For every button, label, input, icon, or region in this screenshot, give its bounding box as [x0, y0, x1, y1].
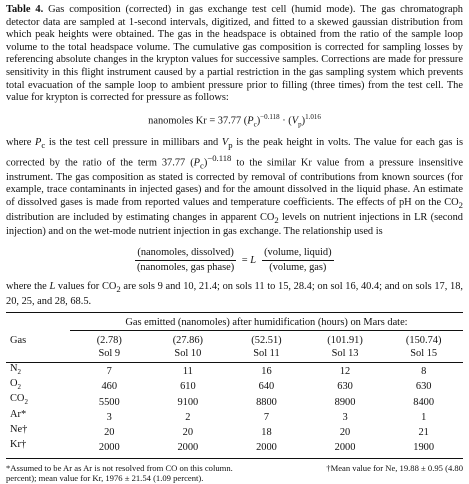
p2-t1: where — [6, 136, 36, 148]
p2-t3: is the peak height in volts. The value for each gas is corrected by the ratio of the term 37.77 ( — [6, 136, 463, 169]
formula-mid: · ( — [279, 115, 292, 127]
value-cell: 3 — [342, 411, 348, 423]
table-row — [6, 409, 463, 424]
value-cell: 630 — [415, 381, 432, 393]
gas-footnote-mark: † — [20, 439, 27, 451]
gas-name-cell — [6, 439, 70, 454]
gas-subscript: 2 — [17, 383, 22, 392]
value-cell: 12 — [339, 365, 351, 377]
value-cell: 8400 — [413, 396, 435, 408]
gas-symbol: Ne — [10, 424, 23, 436]
value-cell: 1 — [421, 411, 427, 423]
p2-pc: P — [35, 136, 42, 148]
gas-rows — [6, 362, 463, 454]
formula-p-sub: c — [253, 120, 257, 129]
gas-symbol: CO — [10, 393, 25, 405]
caption-label: Table 4. — [6, 4, 44, 15]
gas-footnote-mark: † — [22, 424, 28, 436]
value-cell: 9100 — [177, 396, 199, 408]
table-bottom-rule — [6, 458, 463, 459]
sol-cell: Sol 9 — [70, 348, 149, 363]
table-row — [6, 362, 463, 378]
gas-subscript: 2 — [17, 367, 22, 376]
p3-co2-sub: 2 — [116, 284, 121, 295]
ratio-equals — [242, 255, 256, 268]
gas-name-cell — [6, 409, 70, 424]
footnote-krypton: percent); mean value for Kr, 1976 ± 21.54 (1.09 percent). — [6, 473, 204, 484]
value-cell: 8800 — [256, 396, 277, 408]
value-cell: 8 — [421, 365, 427, 377]
p2-pc2-sub: c — [200, 160, 204, 171]
gas-column-header — [6, 313, 70, 331]
p2-pc2: P — [193, 157, 201, 169]
pressure-paragraph: where $P_c$ is the test cell pressure in millibars and $V_p$ is the peak height in volts. The value for each gas is corrected by the ratio of the term 37.77 $(P_c)^{-0.118}$ to the similar Kr value from a pressure insensitive instrument. The gas composition as stated is corrected by removal of contributions from known sources (for example, trace contaminants in injected gases) and for the amount dissolved in the liquid phase. An estimate of dissolved gases is made from reported values and temperature coefficients. The effects of pH on the $CO_2$ distribution are included by estimating changes in apparent $CO_2$ levels on nutrient injections in LR (second injection) and on the wet-mode nutrient injection in gas exchange. The relationship used is — [6, 136, 463, 238]
value-cell: 18 — [261, 427, 272, 439]
value-cell: 20 — [104, 427, 115, 439]
formula-exponent-1: −0.118 — [260, 112, 280, 121]
p2-pc-sub: c — [41, 139, 46, 150]
ratio-left-denominator: (nanomoles, gas phase) — [136, 262, 235, 274]
table-row — [6, 393, 463, 408]
value-cell: 460 — [101, 381, 118, 393]
value-cell: 640 — [258, 381, 275, 393]
gas-subscript: 2 — [24, 398, 28, 407]
value-cell: 21 — [418, 427, 429, 439]
footnote-neon: †Mean value for Ne, 19.88 ± 0.95 (4.80 — [326, 462, 463, 473]
value-cell: 1900 — [413, 442, 435, 454]
value-cell: 5500 — [98, 396, 120, 408]
value-cell: 16 — [261, 365, 272, 377]
gas-header: Gas — [10, 335, 27, 347]
sol-row-empty — [6, 348, 70, 363]
value-cell: 2000 — [256, 442, 277, 454]
krypton-formula: nanomoles Kr = 37.77 $(P_c)^{-0.118} \cdot (V_p)^{1.016}$ — [148, 112, 321, 129]
value-cell: 630 — [337, 381, 353, 393]
footnote-argon: *Assumed to be Ar as Ar is not resolved from CO on this column. — [6, 462, 233, 473]
l-values-paragraph — [6, 281, 463, 308]
value-cell: 2000 — [177, 442, 199, 454]
hours-cell: (52.51) — [251, 335, 282, 347]
gas-symbol: Ar — [10, 408, 21, 420]
formula-v-sub: p — [298, 120, 302, 129]
p2-t2: is the test cell pressure in millibars and — [45, 136, 222, 148]
sol-cell: Sol 15 — [384, 348, 463, 363]
p2-t6: levels on nutrient injections in LR (second injection) and on the wet-mode nutrient injection in gas exchange. The relationship used is — [6, 211, 463, 238]
value-cell: 2000 — [334, 442, 356, 454]
gas-symbol: N — [10, 362, 18, 374]
value-cell: 610 — [180, 381, 196, 393]
p3-t1: where the — [6, 281, 50, 293]
value-cell: 20 — [182, 427, 194, 439]
formula-v-symbol: V — [291, 115, 299, 127]
value-cell: 7 — [106, 365, 112, 377]
sol-cell: Sol 13 — [306, 348, 385, 363]
value-cell: 2000 — [98, 442, 120, 454]
gas-symbol: Kr — [10, 439, 21, 451]
sol-cell: Sol 11 — [227, 348, 306, 363]
table-row — [6, 424, 463, 439]
ratio-right-fraction — [262, 247, 334, 275]
ratio-eq-sign: = — [241, 254, 248, 266]
gas-name-cell — [6, 362, 70, 378]
p2-exp: −0.118 — [207, 152, 232, 163]
ratio-right-denominator: (volume, gas) — [269, 262, 327, 274]
sol-row — [6, 348, 463, 363]
p3-l: L — [49, 281, 56, 293]
formula-p-symbol: P — [247, 115, 254, 127]
p2-t5: distribution are included by estimating changes in apparent CO — [6, 211, 275, 223]
table-row — [6, 378, 463, 393]
ratio-l-symbol: L — [250, 254, 257, 266]
gas-name-cell — [6, 378, 70, 393]
ratio-left-numerator: (nanomoles, dissolved) — [135, 247, 235, 262]
span-header: Gas emitted (nanomoles) after humidification (hours) on Mars date: — [70, 313, 463, 331]
table-caption — [6, 4, 463, 105]
gas-table — [6, 313, 463, 454]
value-cell: 2 — [185, 411, 191, 423]
table-header-row — [6, 313, 463, 331]
hours-row — [6, 331, 463, 348]
p3-t3: are sols 9 and 10, 21.4; on sols 11 to 15, 28.4; on sol 16, 40.4; and on sols 17, 18, 20, 25, and 28, 68.5. — [6, 281, 464, 307]
dissolved-ratio-equation — [6, 247, 463, 275]
gas-name-cell — [6, 424, 70, 439]
gas-footnote-mark: * — [20, 408, 27, 420]
formula-exponent-2: 1.016 — [305, 112, 321, 121]
value-cell: 7 — [263, 411, 270, 423]
p2-co2-sub2: 2 — [274, 214, 279, 225]
hours-cell: (2.78) — [96, 335, 122, 347]
value-cell: 8900 — [334, 396, 356, 408]
gas-name-cell — [6, 393, 70, 408]
footnotes — [6, 463, 463, 474]
value-cell: 20 — [339, 427, 351, 439]
hours-cell: (150.74) — [405, 335, 442, 347]
value-cell: 11 — [182, 365, 193, 377]
p3-t2: values for CO — [55, 281, 117, 293]
ratio-left-fraction — [135, 247, 235, 275]
p2-t4: to the similar Kr value from a pressure insensitive instrument. The gas composition as stated is corrected by removal of contributions from known sources (for example, trace contaminants in injected gases) and for the amount dissolved in the liquid phase. An estimate of dissolved gases is made from reported values and temperature coefficients. The effects of pH on the CO — [6, 157, 463, 208]
gas-symbol: O — [10, 378, 18, 390]
hours-cell: (101.91) — [327, 335, 363, 347]
p2-co2-sub: 2 — [458, 199, 463, 210]
caption-text: Gas composition (corrected) in gas exchange test cell (humid mode). The gas chromatograph detector data are sampled at 1-second intervals, digitized, and fitted to a skewed gaussian distribution from which peak heights were obtained. The gas in the headspace is obtained from the ratio of the sample loop volume to the total headspace volume. The cumulative gas composition is corrected for sampling losses by referencing absolute changes in the krypton values for successive samples. Corrections are made for pressure sensitivity in this flight instrument caused by a partial restriction in the gas sampling system which prevents total evacuation of the sample loop to ambient pressure prior to filling (three times) from the test cell. The value for krypton is corrected for pressure as follows: — [6, 4, 463, 104]
formula-lhs: nanomoles Kr = 37.77 ( — [148, 115, 248, 127]
p2-vp: V — [221, 136, 229, 148]
ratio-right-numerator: (volume, liquid) — [262, 247, 334, 262]
p2-vp-sub: p — [228, 139, 233, 150]
sol-cell: Sol 10 — [149, 348, 228, 363]
hours-cell: (27.86) — [172, 335, 204, 347]
value-cell: 3 — [106, 411, 112, 423]
table-row — [6, 439, 463, 454]
